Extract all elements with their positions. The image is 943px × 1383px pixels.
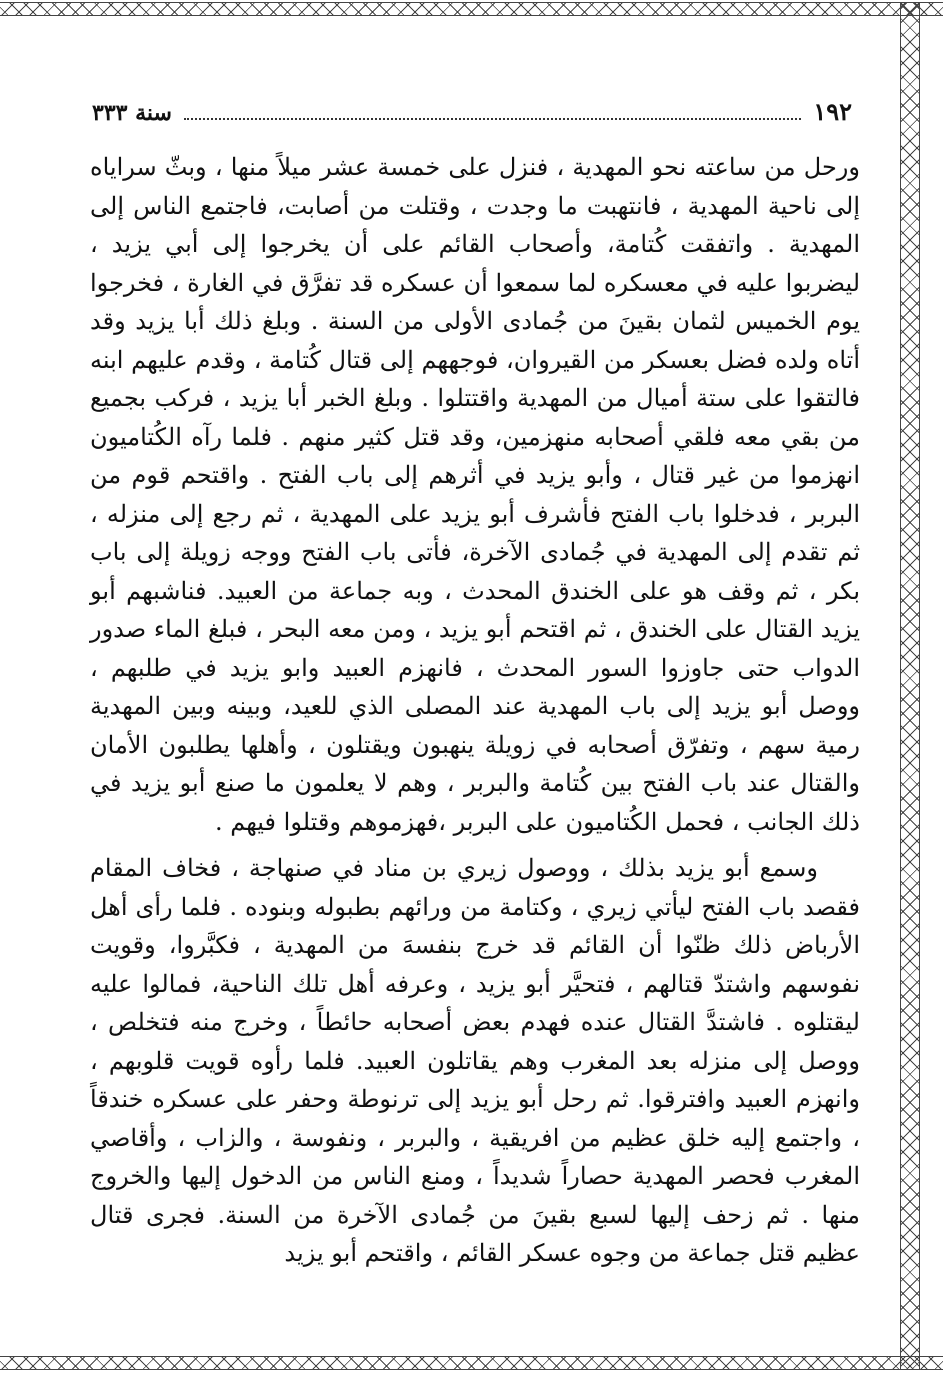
header-dotted-leader bbox=[184, 118, 801, 120]
decorative-border-top bbox=[0, 2, 943, 16]
paragraph: ورحل من ساعته نحو المهدية ، فنزل على خمسة عشر ميلاً منها ، وبثّ سراياه إلى ناحية المهدية ، فانتهبت ما وجدت ، وقتلت من أصابت، فاجتمع الناس إلى المهدية . واتفقت كُتامة، وأصحاب القائم على أن يخرجوا إلى أبي يزيد ، ليضربوا عليه في معسكره لما سمعوا أن عسكره قد تفرَّق في الغارة ، فخرجوا يوم الخميس لثمان بقينَ من جُمادى الأولى من السنة . وبلغ ذلك أبا يزيد وقد أتاه ولده فضل بعسكر من القيروان، فوجههم إلى قتال كُتامة ، وقدم عليهم ابنه فالتقوا على ستة أميال من المهدية واقتتلوا . وبلغ الخبر أبا يزيد ، فركب بجميع من بقي معه فلقي أصحابه منهزمين، وقد قتل كثير منهم . فلما رآه الكُتاميون انهزموا من غير قتال ، وأبو يزيد في أثرهم إلى باب الفتح . واقتحم قوم من البربر ، فدخلوا باب الفتح فأشرف أبو يزيد على المهدية ، ثم رجع إلى منزله ، ثم تقدم إلى المهدية في جُمادى الآخرة، فأتى باب الفتح ووجه زويلة إلى باب بكر ، ثم وقف هو على الخندق المحدث ، وبه جماعة من العبيد. فناشبهم أبو يزيد القتال على الخندق ، ثم اقتحم أبو يزيد ، ومن معه البحر ، فبلغ الماء صدور الدواب حتى جاوزوا السور المحدث ، فانهزم العبيد وابو يزيد في طلبهم ، ووصل أبو يزيد إلى باب المهدية عند المصلى الذي للعيد، وبينه وبين المهدية رمية سهم ، وتفرّق أصحابه في زويلة ينهبون ويقتلون ، وأهلها يطلبون الأمان والقتال عند باب الفتح بين كُتامة والبربر ، وهم لا يعلمون ما صنع أبو يزيد في ذلك الجانب ، فحمل الكُتاميون على البربر ،فهزموهم وقتلوا فيهم . bbox=[90, 153, 861, 836]
main-text bbox=[90, 148, 860, 1273]
decorative-border-bottom bbox=[0, 1356, 943, 1370]
running-head: سنة ٣٣٣ bbox=[92, 100, 172, 126]
decorative-border-right bbox=[900, 2, 920, 1370]
page-header bbox=[92, 96, 852, 126]
paragraph: وسمع أبو يزيد بذلك ، ووصول زيري بن مناد في صنهاجة ، فخاف المقام فقصد باب الفتح ليأتي زيري ، وكتامة من ورائهم بطبوله وبنوده . فلما رأى أهل الأرباض ذلك ظنّوا أن القائم قد خرج بنفسهَ من المهدية ، فكبَّروا، وقويت نفوسهم واشتدّ قتالهم ، فتحيَّر أبو يزيد ، وعرفه أهل تلك الناحية، فمالوا عليه ليقتلوه . فاشتدَّ القتال عنده فهدم بعض أصحابه حائطاً ، وخرج منه فتخلص ، ووصل إلى منزله بعد المغرب وهم يقاتلون العبيد. فلما رأوه قويت قلوبهم ، وانهزم العبيد وافترقوا. ثم رحل أبو يزيد إلى ترنوطة وحفر على عسكره خندقاً ، واجتمع إليه خلق عظيم من افريقية ، والبربر ، ونفوسة ، والزاب ، وأقاصي المغرب فحصر المهدية حصاراً شديداً ، ومنع الناس من الدخول إليها والخروج منها . ثم زحف إليها لسبع بقينَ من جُمادى الآخرة من السنة. فجرى قتال عظيم قتل جماعة من وجوه عسكر القائم ، واقتحم أبو يزيد bbox=[90, 854, 860, 1267]
page-number: ١٩٢ bbox=[813, 97, 852, 126]
